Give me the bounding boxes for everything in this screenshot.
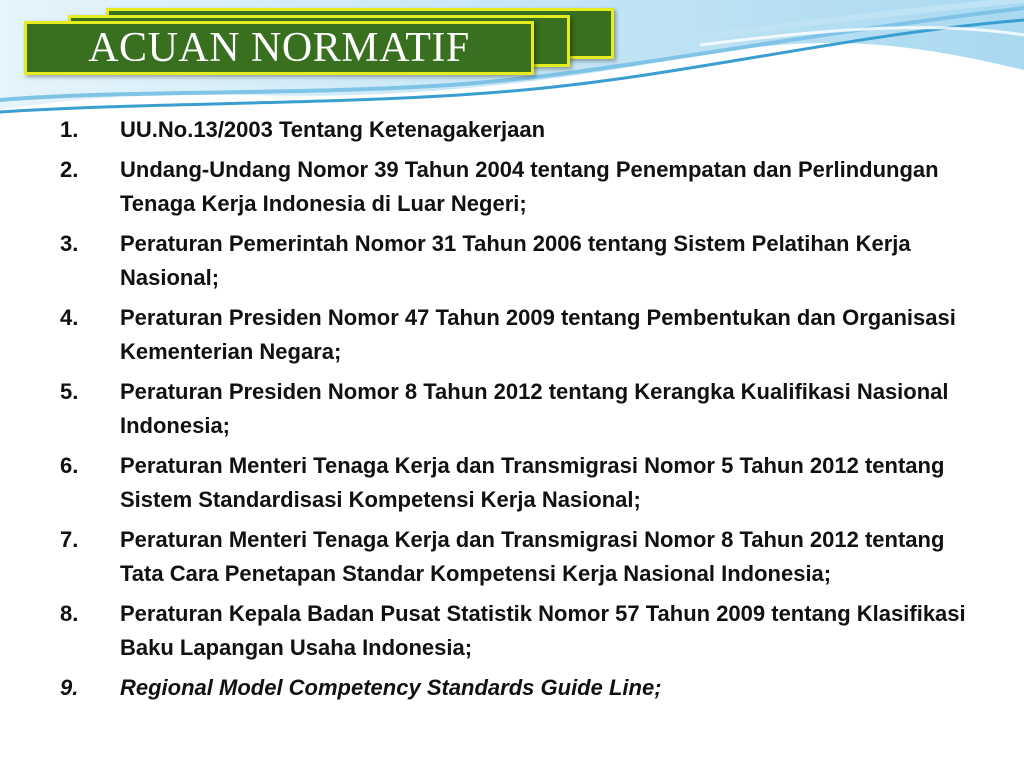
list-item-text: Peraturan Pemerintah Nomor 31 Tahun 2006 tentang Sistem Pelatihan Kerja Nasional; (120, 231, 911, 290)
list-item (60, 153, 980, 221)
list-item-text: Peraturan Presiden Nomor 8 Tahun 2012 tentang Kerangka Kualifikasi Nasional Indonesia; (120, 379, 949, 438)
list-item (60, 375, 980, 443)
list-item-text: Undang-Undang Nomor 39 Tahun 2004 tentang Penempatan dan Perlindungan Tenaga Kerja Indonesia di Luar Negeri; (120, 157, 939, 216)
list-item (60, 523, 980, 591)
list-item-number: 7. (60, 527, 79, 552)
list-item-text: Regional Model Competency Standards Guide Line; (120, 675, 662, 700)
list-item-number: 6. (60, 453, 79, 478)
regulation-list (60, 113, 980, 711)
list-item-number: 9. (60, 675, 79, 700)
list-item-number: 4. (60, 305, 79, 330)
list-item-number: 5. (60, 379, 79, 404)
title-box (24, 21, 534, 75)
title-banner (0, 0, 640, 90)
list-item-text: Peraturan Menteri Tenaga Kerja dan Transmigrasi Nomor 5 Tahun 2012 tentang Sistem Standardisasi Kompetensi Kerja Nasional; (120, 453, 945, 512)
list-item (60, 301, 980, 369)
list-item-text: Peraturan Kepala Badan Pusat Statistik Nomor 57 Tahun 2009 tentang Klasifikasi Baku Lapangan Usaha Indonesia; (120, 601, 966, 660)
list-item-text: Peraturan Menteri Tenaga Kerja dan Transmigrasi Nomor 8 Tahun 2012 tentang Tata Cara Penetapan Standar Kompetensi Kerja Nasional Indonesia; (120, 527, 945, 586)
list-item-text: Peraturan Presiden Nomor 47 Tahun 2009 tentang Pembentukan dan Organisasi Kementerian Negara; (120, 305, 956, 364)
list-item-number: 3. (60, 231, 79, 256)
list-item-text: UU.No.13/2003 Tentang Ketenagakerjaan (120, 117, 546, 142)
list-item (60, 227, 980, 295)
list-item (60, 449, 980, 517)
slide-title: ACUAN NORMATIF (88, 25, 470, 71)
list-item (60, 671, 980, 705)
list-item-number: 2. (60, 157, 79, 182)
list-item-number: 8. (60, 601, 79, 626)
list-item (60, 113, 980, 147)
list-item (60, 597, 980, 665)
list-item-number: 1. (60, 117, 79, 142)
